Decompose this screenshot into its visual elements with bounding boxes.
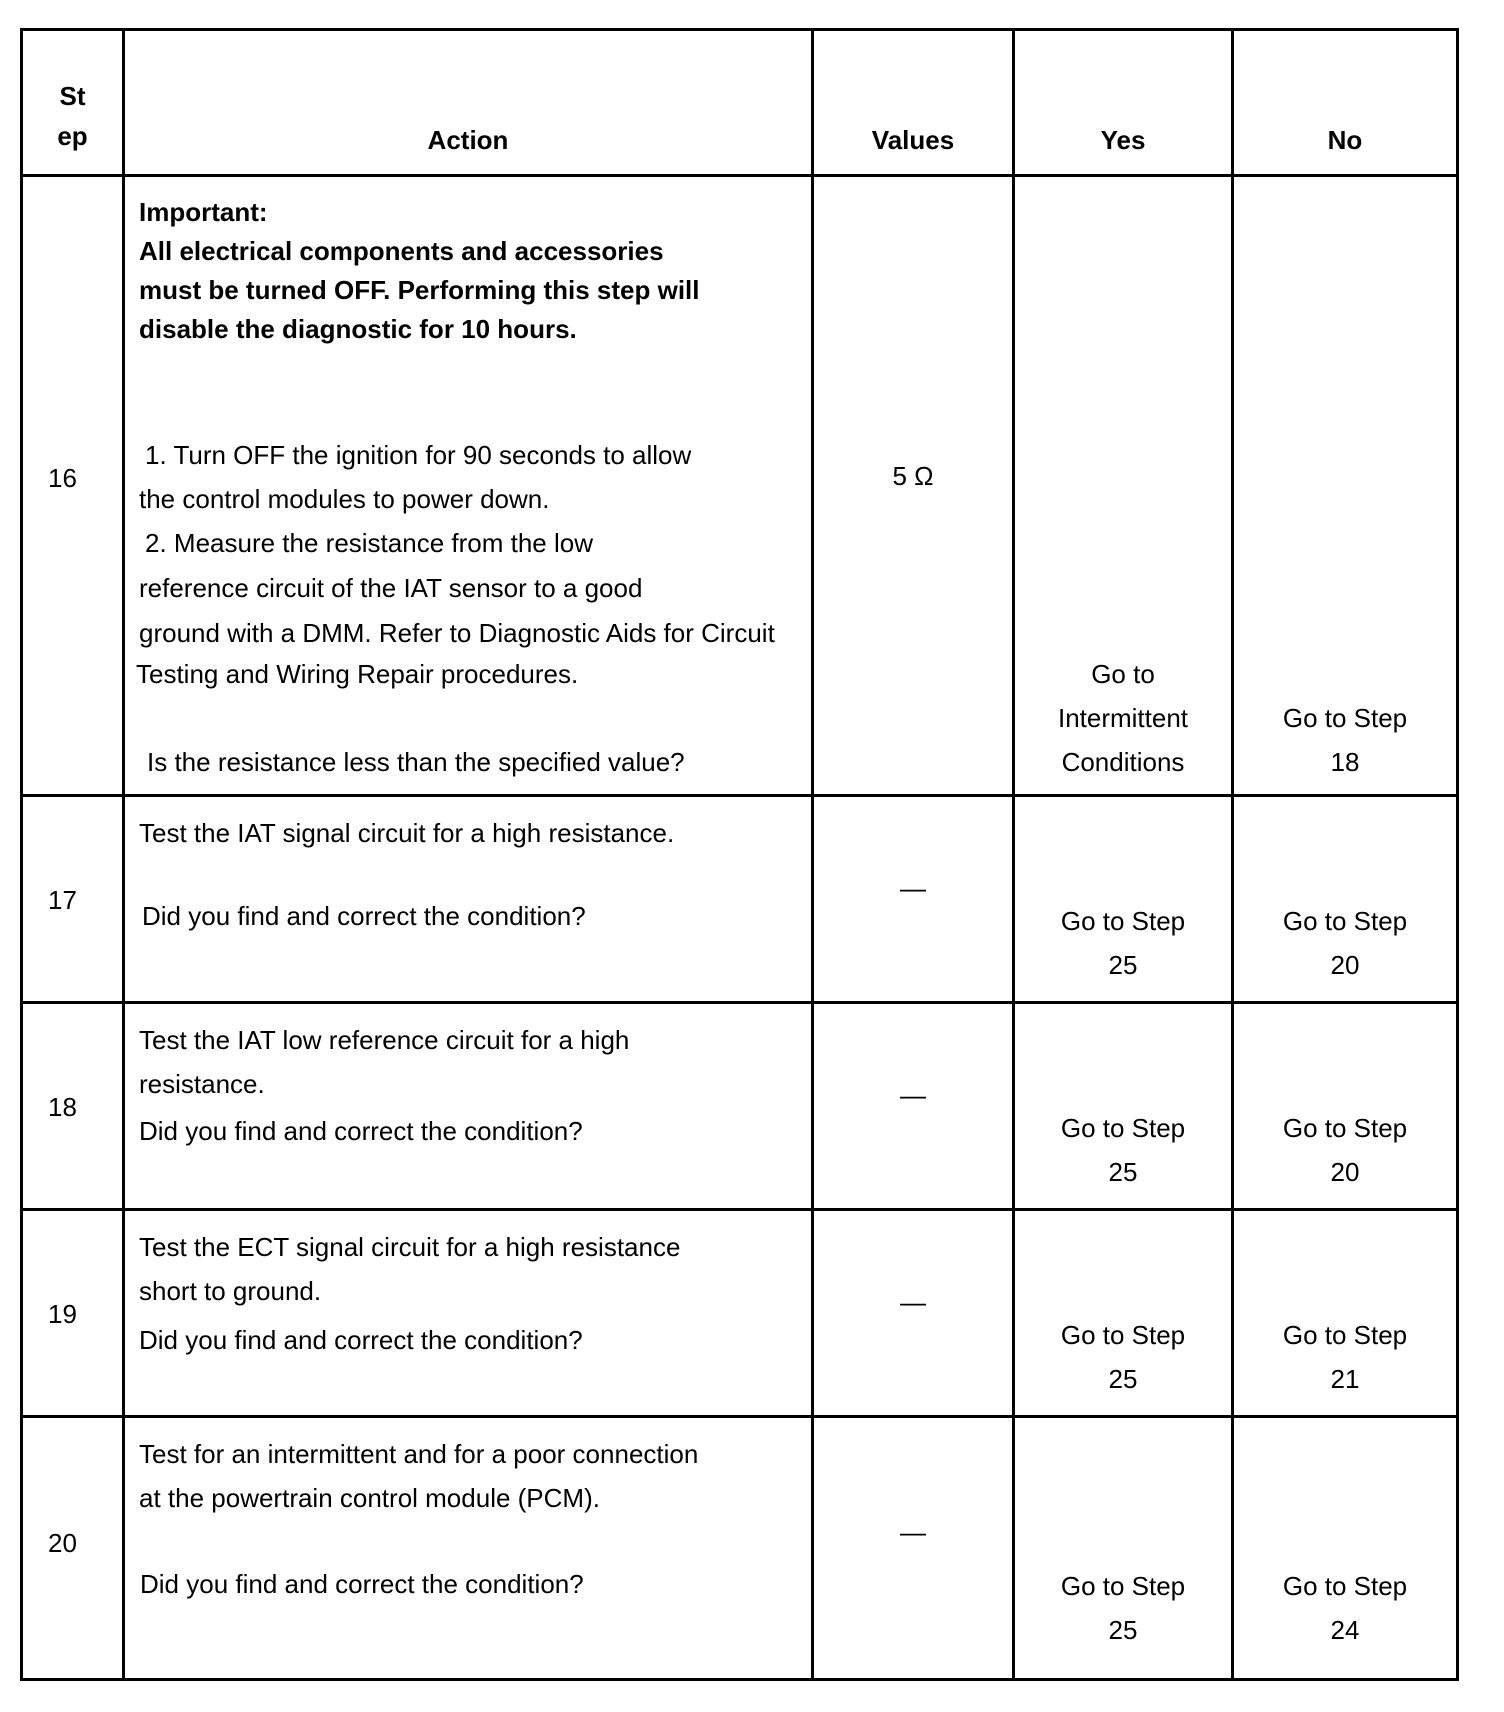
no-cell xyxy=(1233,1417,1458,1680)
values-cell xyxy=(813,796,1014,1003)
step-number: 20 xyxy=(48,1528,77,1558)
header-no: No xyxy=(1233,30,1458,176)
no-line: 24 xyxy=(1330,1615,1360,1645)
important-title: Important: xyxy=(139,197,268,227)
header-action: Action xyxy=(124,30,813,176)
no-line: Go to Step xyxy=(1282,703,1408,733)
yes-line: 25 xyxy=(1108,1364,1138,1394)
step-number: 19 xyxy=(48,1299,77,1329)
action-line: at the powertrain control module (PCM). xyxy=(139,1483,600,1513)
action-cell xyxy=(124,796,813,1003)
value-dash: — xyxy=(900,1287,926,1317)
no-line: Go to Step xyxy=(1282,1571,1408,1601)
table-row xyxy=(22,1003,1458,1210)
no-cell xyxy=(1233,796,1458,1003)
action-line: reference circuit of the IAT sensor to a good xyxy=(139,573,643,603)
action-line: ground with a DMM. Refer to Diagnostic Aids for Circuit xyxy=(139,618,775,648)
no-line: 21 xyxy=(1330,1364,1360,1394)
table-row xyxy=(22,796,1458,1003)
step-number: 16 xyxy=(48,463,77,493)
yes-line: 25 xyxy=(1108,950,1138,980)
value-dash: — xyxy=(900,1080,926,1110)
header-step xyxy=(22,30,124,176)
yes-line: Go to Step xyxy=(1060,906,1186,936)
no-line: Go to Step xyxy=(1282,1320,1408,1350)
important-line: disable the diagnostic for 10 hours. xyxy=(139,314,577,344)
yes-line: Go to Step xyxy=(1060,1571,1186,1601)
question: Did you find and correct the condition? xyxy=(139,1325,583,1355)
yes-line: Go to Step xyxy=(1060,1113,1186,1143)
header-yes: Yes xyxy=(1014,30,1233,176)
action-line: 1. Turn OFF the ignition for 90 seconds to allow xyxy=(145,440,692,470)
no-cell xyxy=(1233,176,1458,796)
header-values: Values xyxy=(813,30,1014,176)
value-dash: — xyxy=(900,1517,926,1547)
value-text: 5 Ω xyxy=(892,461,934,491)
no-cell xyxy=(1233,1210,1458,1417)
table-row xyxy=(22,176,1458,796)
value-dash: — xyxy=(900,873,926,903)
no-line: Go to Step xyxy=(1282,906,1408,936)
header-row xyxy=(22,30,1458,176)
yes-line: Go to xyxy=(1091,659,1155,689)
diagnostic-table xyxy=(20,28,1456,1678)
question: Did you find and correct the condition? xyxy=(139,1116,583,1146)
yes-cell xyxy=(1014,1003,1233,1210)
action-line: short to ground. xyxy=(139,1276,322,1306)
action-cell xyxy=(124,1003,813,1210)
action-line: Test the ECT signal circuit for a high resistance xyxy=(139,1232,681,1262)
values-cell xyxy=(813,176,1014,796)
step-cell xyxy=(22,176,124,796)
step-number: 17 xyxy=(48,885,77,915)
action-line: resistance. xyxy=(139,1069,265,1099)
no-line: 18 xyxy=(1330,747,1360,777)
question: Is the resistance less than the specified value? xyxy=(147,747,685,777)
table-row xyxy=(22,1210,1458,1417)
no-line: 20 xyxy=(1330,1157,1360,1187)
important-line: All electrical components and accessories xyxy=(139,236,664,266)
no-line: 20 xyxy=(1330,950,1360,980)
action-line: Testing and Wiring Repair procedures. xyxy=(136,659,579,689)
no-line: Go to Step xyxy=(1282,1113,1408,1143)
yes-line: Go to Step xyxy=(1060,1320,1186,1350)
yes-line: Intermittent xyxy=(1057,703,1189,733)
action-cell xyxy=(124,176,813,796)
no-cell xyxy=(1233,1003,1458,1210)
yes-line: 25 xyxy=(1108,1157,1138,1187)
yes-line: 25 xyxy=(1108,1615,1138,1645)
header-step-line2: ep xyxy=(57,121,88,151)
yes-cell xyxy=(1014,1417,1233,1680)
action-cell xyxy=(124,1210,813,1417)
action-line: Test the IAT signal circuit for a high resistance. xyxy=(139,818,675,848)
step-cell xyxy=(22,1417,124,1680)
yes-cell xyxy=(1014,796,1233,1003)
yes-cell xyxy=(1014,176,1233,796)
step-cell xyxy=(22,796,124,1003)
values-cell xyxy=(813,1417,1014,1680)
action-line: Test for an intermittent and for a poor connection xyxy=(139,1439,699,1469)
header-step-line1: St xyxy=(59,81,86,111)
action-cell xyxy=(124,1417,813,1680)
step-cell xyxy=(22,1003,124,1210)
values-cell xyxy=(813,1210,1014,1417)
question: Did you find and correct the condition? xyxy=(142,901,586,931)
yes-cell xyxy=(1014,1210,1233,1417)
table-row xyxy=(22,1417,1458,1680)
important-line: must be turned OFF. Performing this step will xyxy=(139,275,700,305)
action-line: the control modules to power down. xyxy=(139,484,550,514)
action-line: Test the IAT low reference circuit for a high xyxy=(139,1025,630,1055)
yes-line: Conditions xyxy=(1061,747,1185,777)
step-number: 18 xyxy=(48,1092,77,1122)
action-line: 2. Measure the resistance from the low xyxy=(145,528,593,558)
question: Did you find and correct the condition? xyxy=(140,1569,584,1599)
step-cell xyxy=(22,1210,124,1417)
values-cell xyxy=(813,1003,1014,1210)
